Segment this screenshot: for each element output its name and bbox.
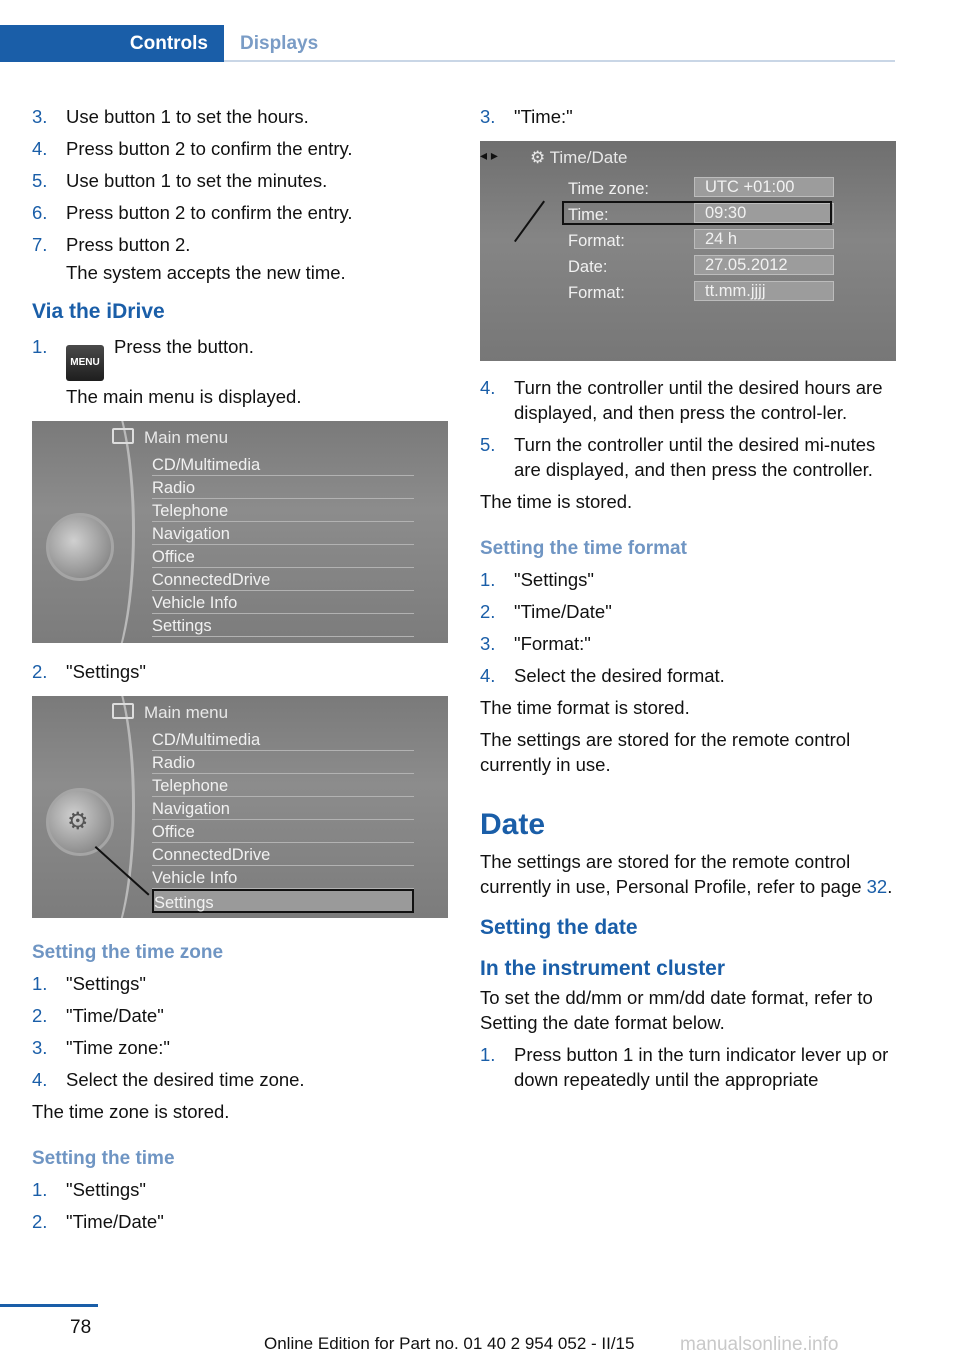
instrument-cluster-heading: In the instrument cluster <box>480 957 726 980</box>
steps-list <box>32 1177 448 1234</box>
step-number: 2. <box>480 601 496 622</box>
arrows-icon: ◂ ▸ <box>480 147 498 163</box>
menu-list-icon <box>112 428 134 444</box>
step-text: Turn the controller until the desired hours are displayed, and then press the control‐ler. <box>514 377 883 423</box>
step-number: 2. <box>32 1005 48 1026</box>
menu-item[interactable]: CD/Multimedia <box>152 453 414 476</box>
menu-item[interactable]: Navigation <box>152 797 414 820</box>
list-item <box>32 104 448 129</box>
list-item <box>480 375 896 425</box>
page-number: 78 <box>70 1317 92 1338</box>
date-paragraph-end: . <box>887 876 893 897</box>
menu-item[interactable]: Office <box>152 545 414 568</box>
menu-item[interactable]: Radio <box>152 476 414 499</box>
step-number: 4. <box>480 377 496 398</box>
step-number: 5. <box>480 434 496 455</box>
setting-date-heading: Setting the date <box>480 916 638 939</box>
menu-item[interactable]: Radio <box>152 751 414 774</box>
row-value: 09:30 <box>694 203 834 223</box>
step-number: 3. <box>32 1037 48 1058</box>
time-stored-text: The time is stored. <box>480 491 633 512</box>
row-label: Time: <box>568 206 609 224</box>
step-text: "Settings" <box>514 569 594 590</box>
screen-header <box>530 145 627 170</box>
menu-item[interactable]: Vehicle Info <box>152 866 414 889</box>
list-item <box>32 232 448 257</box>
menu-button-icon: MENU <box>66 345 104 381</box>
list-item <box>480 1042 896 1092</box>
step-text: Select the desired format. <box>514 665 725 686</box>
step-number: 3. <box>480 633 496 654</box>
step-number: 3. <box>480 106 496 127</box>
tab-controls[interactable]: Controls <box>0 25 224 62</box>
date-paragraph-text: The settings are stored for the remote control currently in use, Personal Profile, refer to page <box>480 851 867 897</box>
steps-list <box>32 104 448 257</box>
list-item <box>32 168 448 193</box>
list-item <box>32 1003 448 1028</box>
step-text: "Format:" <box>514 633 591 654</box>
menu-item[interactable]: Navigation <box>152 522 414 545</box>
list-item <box>32 136 448 161</box>
tab-divider <box>224 60 895 62</box>
step-text: Press button 2 to confirm the entry. <box>66 138 353 159</box>
row-label: Date: <box>568 258 608 276</box>
step-text: Press button 2 to confirm the entry. <box>66 202 353 223</box>
menu-item[interactable]: Settings <box>152 614 414 637</box>
list-item <box>32 200 448 225</box>
row-value: 27.05.2012 <box>694 255 834 275</box>
footer-rule <box>0 1304 98 1307</box>
time-date-screenshot <box>480 141 896 361</box>
menu-item[interactable]: Vehicle Info <box>152 591 414 614</box>
via-idrive-heading: Via the iDrive <box>32 300 165 323</box>
steps-list <box>32 971 448 1092</box>
list-item <box>480 599 896 624</box>
menu-item[interactable]: Settings <box>152 889 414 913</box>
menu-item[interactable]: CD/Multimedia <box>152 728 414 751</box>
gear-icon: ⚙ <box>530 148 550 167</box>
list-item <box>32 659 448 684</box>
tab-displays[interactable]: Displays <box>240 33 319 54</box>
edition-text: Online Edition for Part no. 01 40 2 954 052 - II/15 <box>264 1334 635 1353</box>
page-link[interactable]: 32 <box>866 876 888 897</box>
list-item <box>480 631 896 656</box>
cluster-paragraph: To set the dd/mm or mm/dd date format, refer to Setting the date format below. <box>480 987 873 1033</box>
step-text: Press button 1 in the turn indicator lever up or down repeatedly until the appropriate <box>514 1044 889 1090</box>
step-number: 1. <box>32 336 48 357</box>
time-zone-heading: Setting the time zone <box>32 942 224 963</box>
menu-list-icon <box>112 703 134 719</box>
list-item <box>32 1209 448 1234</box>
settings-selected-screenshot <box>32 696 448 918</box>
main-menu-screenshot <box>32 421 448 643</box>
step-text: "Time:" <box>514 106 573 127</box>
watermark-text: manualsonline.info <box>680 1334 839 1355</box>
controller-knob-icon <box>46 513 114 581</box>
date-heading: Date <box>480 808 546 841</box>
row-label: Time zone: <box>568 180 650 198</box>
list-item <box>480 663 896 688</box>
step-text: "Settings" <box>66 1179 146 1200</box>
step-text: "Time zone:" <box>66 1037 170 1058</box>
step-number: 2. <box>32 661 48 682</box>
step-subtext: The main menu is displayed. <box>66 386 302 407</box>
step-number: 6. <box>32 202 48 223</box>
setting-time-heading: Setting the time <box>32 1148 175 1169</box>
step-number: 3. <box>32 106 48 127</box>
list-item <box>32 1177 448 1202</box>
list-item <box>480 432 896 482</box>
step-7-subtext: The system accepts the new time. <box>66 262 346 283</box>
list-item <box>480 567 896 592</box>
step-text: "Time/Date" <box>514 601 612 622</box>
selection-highlight <box>562 201 832 225</box>
step-number: 7. <box>32 234 48 255</box>
step-number: 4. <box>32 1069 48 1090</box>
right-column <box>480 104 896 1099</box>
left-column <box>32 104 448 1241</box>
time-zone-stored-text: The time zone is stored. <box>32 1101 230 1122</box>
step-number: 4. <box>480 665 496 686</box>
step-number: 4. <box>32 138 48 159</box>
step-text: "Time/Date" <box>66 1211 164 1232</box>
date-paragraph <box>480 849 896 899</box>
step-text <box>66 334 448 381</box>
row-label: Format: <box>568 284 625 302</box>
list-item <box>32 334 448 381</box>
step-number: 2. <box>32 1211 48 1232</box>
list-item <box>32 1035 448 1060</box>
step-text: "Settings" <box>66 661 146 682</box>
controller-knob-icon <box>480 141 534 195</box>
menu-item[interactable]: Telephone <box>152 774 414 797</box>
screen-title: Main menu <box>144 428 229 447</box>
chapter-tabs <box>0 25 895 62</box>
screen-title: Main menu <box>144 703 229 722</box>
steps-list <box>480 567 896 688</box>
row-value: tt.mm.jjjj <box>694 281 834 301</box>
controller-knob-icon <box>46 788 114 856</box>
menu-item[interactable]: ConnectedDrive <box>152 843 414 866</box>
gear-icon: ⚙ <box>67 808 89 835</box>
screen-title: Time/Date <box>549 148 628 167</box>
step-number: 1. <box>480 1044 496 1065</box>
list-item <box>32 971 448 996</box>
menu-item[interactable]: ConnectedDrive <box>152 568 414 591</box>
list-item <box>32 1067 448 1092</box>
menu-item[interactable]: Telephone <box>152 499 414 522</box>
screen-header <box>112 700 448 726</box>
step-text: Use button 1 to set the minutes. <box>66 170 328 191</box>
step-text: "Settings" <box>66 973 146 994</box>
pointer-line <box>514 201 545 243</box>
step-text: Select the desired time zone. <box>66 1069 305 1090</box>
list-item <box>480 104 896 129</box>
step-number: 1. <box>32 1179 48 1200</box>
step-text: Press button 2. <box>66 234 191 255</box>
step-number: 1. <box>480 569 496 590</box>
time-format-heading: Setting the time format <box>480 538 687 559</box>
step-text-label: Press the button. <box>114 336 254 357</box>
menu-item[interactable]: Office <box>152 820 414 843</box>
remote-note-text: The settings are stored for the remote control currently in use. <box>480 729 851 775</box>
row-value: UTC +01:00 <box>694 177 834 197</box>
step-text: Use button 1 to set the hours. <box>66 106 309 127</box>
step-text: "Time/Date" <box>66 1005 164 1026</box>
row-label: Format: <box>568 232 625 250</box>
step-number: 1. <box>32 973 48 994</box>
step-number: 5. <box>32 170 48 191</box>
screen-header <box>112 425 448 451</box>
time-format-stored-text: The time format is stored. <box>480 697 690 718</box>
step-text: Turn the controller until the desired mi‐nutes are displayed, and then press the controller. <box>514 434 876 480</box>
steps-list <box>480 375 896 482</box>
row-value: 24 h <box>694 229 834 249</box>
